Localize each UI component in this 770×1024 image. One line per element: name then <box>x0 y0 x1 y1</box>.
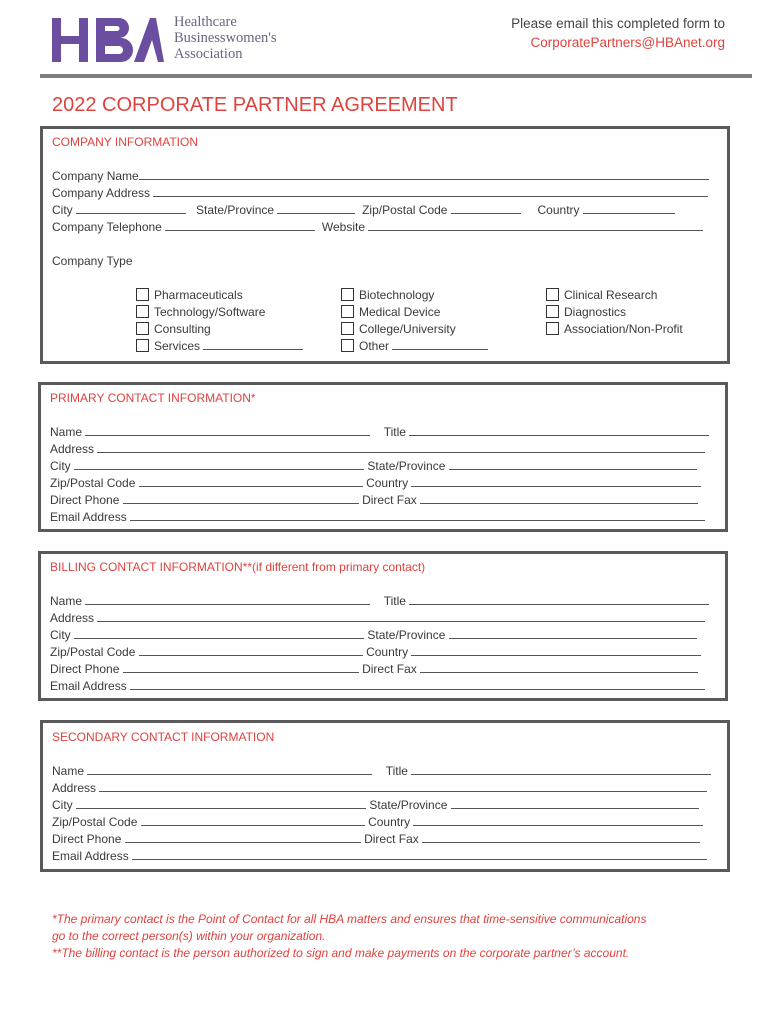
primary-email-label: Email Address <box>50 510 127 524</box>
company-state-field[interactable] <box>277 202 355 214</box>
secondary-zip-field[interactable] <box>141 814 365 826</box>
secondary-phone-label: Direct Phone <box>52 832 122 846</box>
company-name-label: Company Name <box>52 169 139 183</box>
hba-logo-mark <box>52 16 164 64</box>
secondary-city-field[interactable] <box>76 797 366 809</box>
billing-email-row <box>50 678 705 695</box>
secondary-state-label: State/Province <box>369 798 448 812</box>
primary-phone-label: Direct Phone <box>50 493 120 507</box>
primary-city-row <box>50 458 697 475</box>
primary-name-field[interactable] <box>85 424 370 436</box>
company-website-field[interactable] <box>368 219 703 231</box>
billing-name-field[interactable] <box>85 593 370 605</box>
primary-state-label: State/Province <box>367 459 446 473</box>
primary-email-field[interactable] <box>130 509 705 521</box>
company-type-label: Company Type <box>52 254 133 268</box>
footnote-billing: **The billing contact is the person authorized to sign and make payments on the corporate partner’s account. <box>52 946 630 960</box>
billing-email-field[interactable] <box>130 678 705 690</box>
company-zip-label: Zip/Postal Code <box>362 203 448 217</box>
primary-title-field[interactable] <box>409 424 709 436</box>
services-specify-field[interactable] <box>203 338 303 350</box>
logo-line-1: Healthcare <box>174 14 237 30</box>
billing-email-label: Email Address <box>50 679 127 693</box>
checkbox-square-icon[interactable] <box>136 322 149 335</box>
billing-phone-row <box>50 661 698 678</box>
email-instructions <box>511 14 725 52</box>
checkbox-square-icon[interactable] <box>136 339 149 352</box>
secondary-name-label: Name <box>52 764 85 778</box>
billing-address-row <box>50 610 705 627</box>
secondary-phone-row <box>52 831 700 848</box>
secondary-city-row <box>52 797 699 814</box>
checkbox-medical-device[interactable] <box>341 304 440 321</box>
billing-zip-row <box>50 644 701 661</box>
billing-country-field[interactable] <box>411 644 701 656</box>
primary-zip-label: Zip/Postal Code <box>50 476 136 490</box>
billing-zip-label: Zip/Postal Code <box>50 645 136 659</box>
logo-line-2: Businesswomen's <box>174 30 277 46</box>
billing-city-field[interactable] <box>74 627 364 639</box>
page-title: 2022 CORPORATE PARTNER AGREEMENT <box>52 94 458 116</box>
checkbox-square-icon[interactable] <box>341 339 354 352</box>
secondary-email-label: Email Address <box>52 849 129 863</box>
secondary-zip-label: Zip/Postal Code <box>52 815 138 829</box>
primary-fax-field[interactable] <box>420 492 698 504</box>
logo-line-3: Association <box>174 46 243 62</box>
primary-title-label: Title <box>383 425 406 439</box>
primary-fax-label: Direct Fax <box>362 493 417 507</box>
company-city-label: City <box>52 203 73 217</box>
email-address-link[interactable]: CorporatePartners@HBAnet.org <box>530 35 725 50</box>
checkbox-diagnostics[interactable] <box>546 304 626 321</box>
primary-phone-row <box>50 492 698 509</box>
primary-state-field[interactable] <box>449 458 697 470</box>
checkbox-biotechnology[interactable] <box>341 287 434 304</box>
secondary-email-field[interactable] <box>132 848 707 860</box>
company-website-label: Website <box>321 220 366 234</box>
secondary-fax-label: Direct Fax <box>364 832 419 846</box>
company-address-label: Company Address <box>52 186 151 200</box>
checkbox-label: Consulting <box>154 322 211 336</box>
checkbox-label: Medical Device <box>359 305 441 319</box>
primary-name-row <box>50 424 709 441</box>
primary-phone-field[interactable] <box>123 492 359 504</box>
secondary-country-field[interactable] <box>413 814 703 826</box>
checkbox-square-icon[interactable] <box>546 322 559 335</box>
checkbox-label: Association/Non-Profit <box>564 322 683 336</box>
checkbox-label: Technology/Software <box>154 305 266 319</box>
secondary-address-row <box>52 780 707 797</box>
billing-fax-field[interactable] <box>420 661 698 673</box>
billing-section-heading: BILLING CONTACT INFORMATION**(if different from primary contact) <box>50 560 426 574</box>
billing-address-field[interactable] <box>97 610 705 622</box>
checkbox-square-icon[interactable] <box>136 288 149 301</box>
secondary-phone-field[interactable] <box>125 831 361 843</box>
checkbox-association-non-profit[interactable] <box>546 321 683 338</box>
checkbox-square-icon[interactable] <box>546 305 559 318</box>
primary-country-field[interactable] <box>411 475 701 487</box>
checkbox-square-icon[interactable] <box>546 288 559 301</box>
billing-state-field[interactable] <box>449 627 697 639</box>
company-zip-field[interactable] <box>451 202 521 214</box>
secondary-state-field[interactable] <box>451 797 699 809</box>
company-country-label: Country <box>537 203 580 217</box>
secondary-title-field[interactable] <box>411 763 711 775</box>
checkbox-label: Other <box>359 339 390 353</box>
secondary-title-label: Title <box>385 764 408 778</box>
checkbox-clinical-research[interactable] <box>546 287 657 304</box>
billing-city-row <box>50 627 697 644</box>
company-section-heading: COMPANY INFORMATION <box>52 135 199 149</box>
primary-city-label: City <box>50 459 71 473</box>
billing-zip-field[interactable] <box>139 644 363 656</box>
company-telephone-row <box>52 219 703 236</box>
primary-section-heading: PRIMARY CONTACT INFORMATION* <box>50 391 256 405</box>
company-country-field[interactable] <box>583 202 675 214</box>
primary-zip-field[interactable] <box>139 475 363 487</box>
billing-name-label: Name <box>50 594 83 608</box>
checkbox-label: Pharmaceuticals <box>154 288 243 302</box>
checkbox-college-university[interactable] <box>341 321 456 338</box>
primary-email-row <box>50 509 705 526</box>
billing-city-label: City <box>50 628 71 642</box>
primary-city-field[interactable] <box>74 458 364 470</box>
secondary-zip-row <box>52 814 703 831</box>
checkbox-label: Biotechnology <box>359 288 435 302</box>
secondary-address-label: Address <box>52 781 97 795</box>
checkbox-label: Diagnostics <box>564 305 627 319</box>
secondary-address-field[interactable] <box>99 780 707 792</box>
billing-phone-field[interactable] <box>123 661 359 673</box>
secondary-fax-field[interactable] <box>422 831 700 843</box>
primary-zip-row <box>50 475 701 492</box>
billing-title-label: Title <box>383 594 406 608</box>
primary-country-label: Country <box>366 476 409 490</box>
company-telephone-field[interactable] <box>165 219 315 231</box>
billing-state-label: State/Province <box>367 628 446 642</box>
checkbox-other[interactable] <box>341 338 488 355</box>
checkbox-pharmaceuticals[interactable] <box>136 287 243 304</box>
company-city-field[interactable] <box>76 202 186 214</box>
secondary-city-label: City <box>52 798 73 812</box>
checkbox-label: College/University <box>359 322 456 336</box>
company-city-row <box>52 202 675 219</box>
header-divider <box>40 74 752 78</box>
company-telephone-label: Company Telephone <box>52 220 162 234</box>
checkbox-label: Services <box>154 339 201 353</box>
checkbox-square-icon[interactable] <box>341 322 354 335</box>
billing-fax-label: Direct Fax <box>362 662 417 676</box>
footnote-primary-line-1: *The primary contact is the Point of Contact for all HBA matters and ensures that time-sensitive communications <box>52 912 647 926</box>
checkbox-label: Clinical Research <box>564 288 658 302</box>
other-specify-field[interactable] <box>392 338 488 350</box>
billing-phone-label: Direct Phone <box>50 662 120 676</box>
secondary-name-field[interactable] <box>87 763 372 775</box>
secondary-country-label: Country <box>368 815 411 829</box>
company-name-field[interactable] <box>139 168 709 180</box>
checkbox-square-icon[interactable] <box>341 288 354 301</box>
secondary-section-heading: SECONDARY CONTACT INFORMATION <box>52 730 275 744</box>
company-state-label: State/Province <box>196 203 275 217</box>
footnote-primary-line-2: go to the correct person(s) within your organization. <box>52 929 326 943</box>
billing-country-label: Country <box>366 645 409 659</box>
checkbox-services[interactable] <box>136 338 303 355</box>
billing-address-label: Address <box>50 611 95 625</box>
company-name-row <box>52 168 709 185</box>
primary-address-row <box>50 441 705 458</box>
secondary-email-row <box>52 848 707 865</box>
billing-title-field[interactable] <box>409 593 709 605</box>
company-address-row <box>52 185 708 202</box>
hba-logo <box>52 14 292 66</box>
company-address-field[interactable] <box>153 185 708 197</box>
checkbox-square-icon[interactable] <box>341 305 354 318</box>
secondary-name-row <box>52 763 711 780</box>
checkbox-square-icon[interactable] <box>136 305 149 318</box>
primary-address-label: Address <box>50 442 95 456</box>
primary-name-label: Name <box>50 425 83 439</box>
logo-wordmark <box>174 14 277 62</box>
billing-name-row <box>50 593 709 610</box>
checkbox-consulting[interactable] <box>136 321 211 338</box>
email-instruction-text: Please email this completed form to <box>511 16 725 31</box>
primary-address-field[interactable] <box>97 441 705 453</box>
checkbox-technology-software[interactable] <box>136 304 265 321</box>
